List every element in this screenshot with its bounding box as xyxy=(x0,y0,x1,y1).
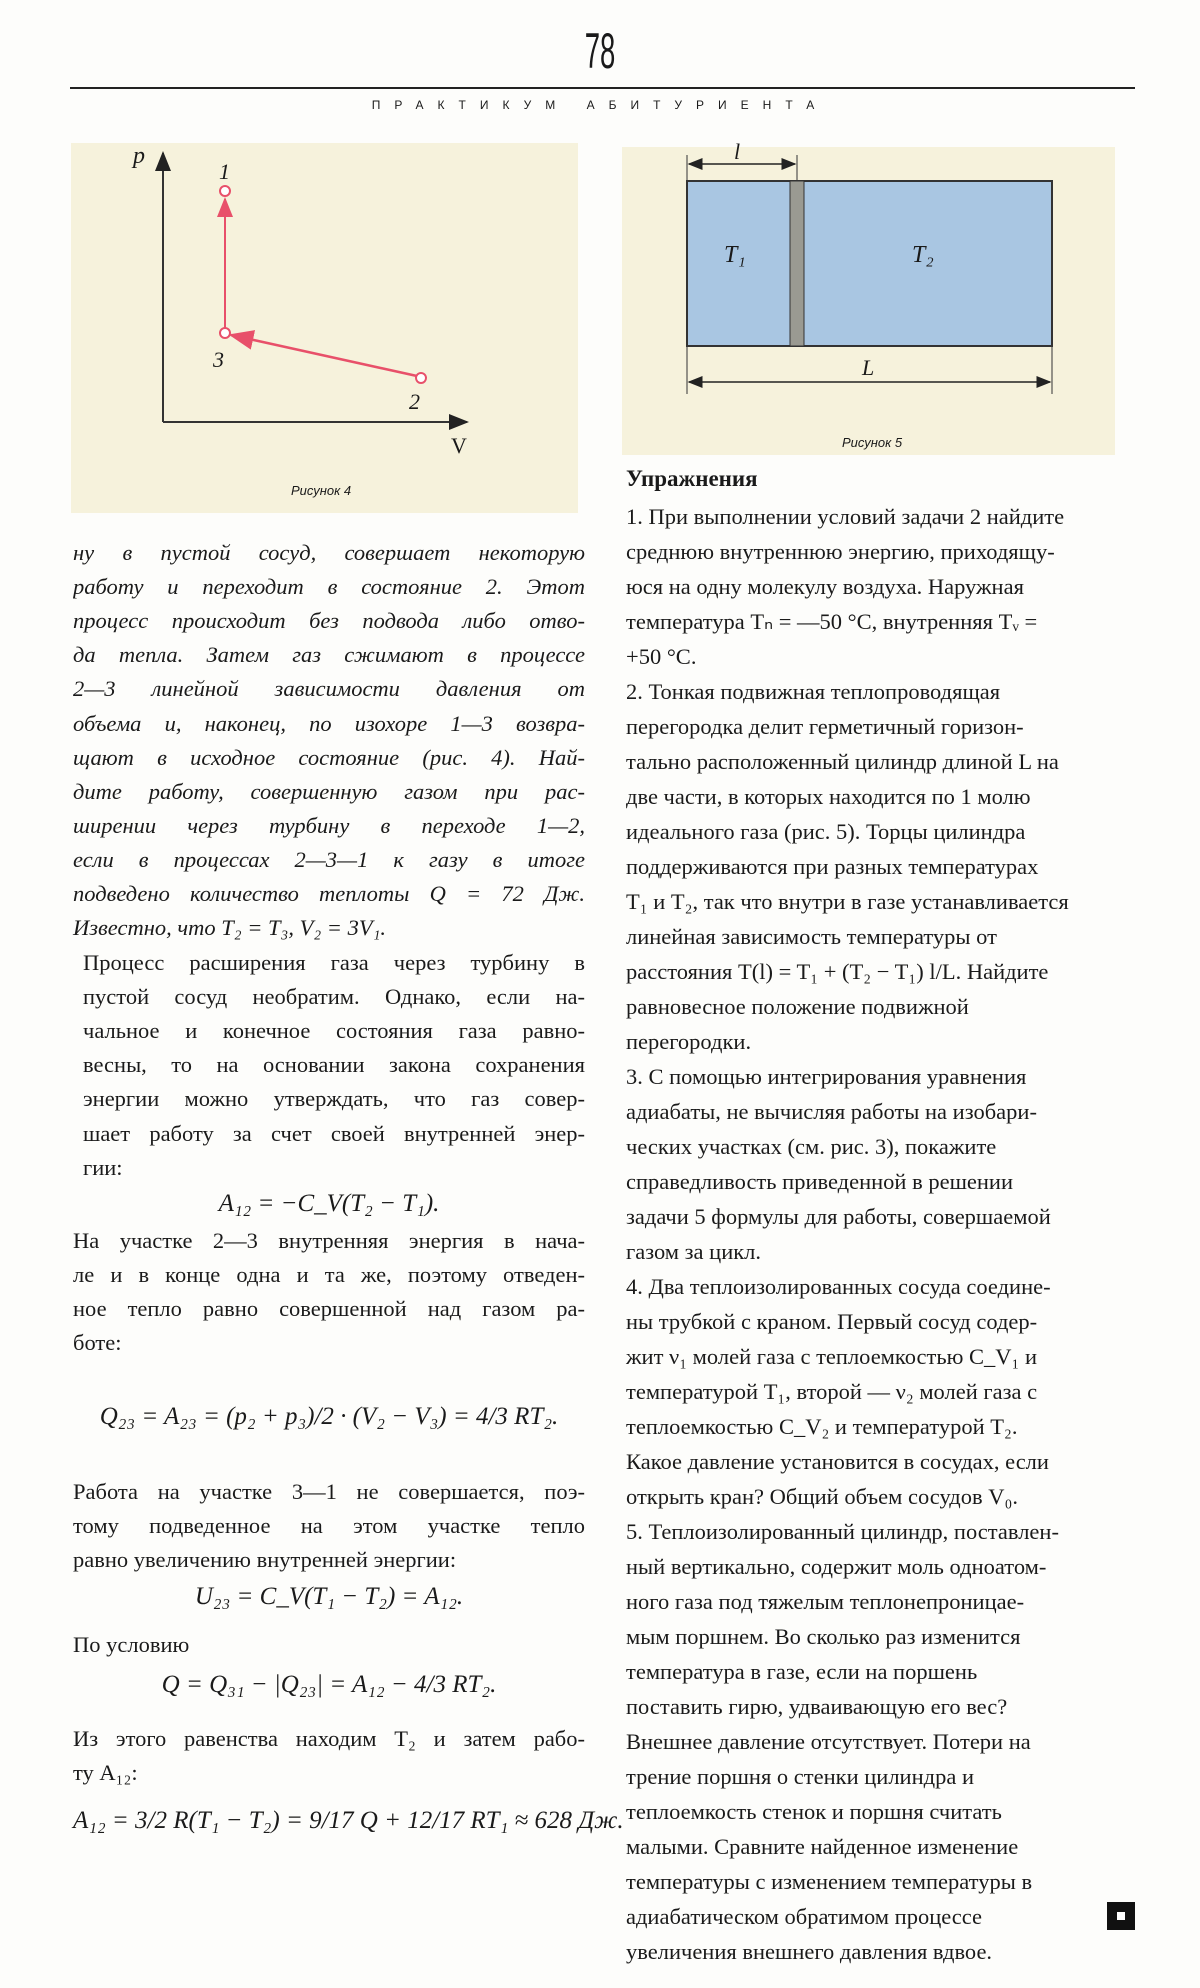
exercise-text-line: расстояния T(l) = T₁ + (T₂ − T₁) l/L. Найдите xyxy=(626,958,1049,984)
exercise-text-line: ны трубкой с краном. Первый сосуд содер- xyxy=(626,1308,1038,1334)
exercise-text-line: поставить гирю, удваивающую его вес? xyxy=(626,1693,1008,1719)
point-1 xyxy=(220,186,230,196)
exercise-text-line: идеального газа (рис. 5). Торцы цилиндра xyxy=(626,818,1026,844)
running-title: ПРАКТИКУМ АБИТУРИЕНТА xyxy=(371,98,829,112)
text-line: ширении через турбину в переходе 1—2, xyxy=(73,812,585,838)
exercise-text-line: T₁ и T₂, так что внутри в газе устанавливается xyxy=(626,888,1069,914)
exercise-text-line: перегородки. xyxy=(626,1028,752,1054)
header-rule xyxy=(70,87,1135,89)
equation-u23: U₂₃ = C_V(T₁ − T₂) = A₁₂. xyxy=(194,1583,464,1610)
text-line: ту A₁₂: xyxy=(73,1760,138,1786)
L-label: L xyxy=(862,355,875,380)
exercise-text-line: линейная зависимость температуры от xyxy=(626,923,997,949)
text-line: По условию xyxy=(73,1632,190,1657)
exercise-text-line: +50 °C. xyxy=(626,643,697,669)
text-line: работу и переходит в состояние 2. Этот xyxy=(73,574,585,600)
exercise-text-line: перегородка делит герметичный горизон- xyxy=(626,713,1024,739)
T1-label: T₁ xyxy=(724,242,746,268)
text-line: равно увеличению внутренней энергии: xyxy=(73,1547,457,1573)
cylinder-diagram xyxy=(622,147,1115,455)
exercise-text-line: температурой T₁, второй — ν₂ молей газа с xyxy=(626,1378,1038,1404)
text-line: Процесс расширения газа через турбину в xyxy=(83,950,585,975)
partition xyxy=(790,181,804,346)
text-line: дите работу, совершенную газом при рас- xyxy=(73,778,585,804)
equation-a12-result: A₁₂ = 3/2 R(T₁ − T₂) = 9/17 Q + 12/17 RT₁ ≈ 628 Дж. xyxy=(73,1807,624,1834)
figure-5 xyxy=(622,139,1115,455)
figure-5-caption: Рисунок 5 xyxy=(842,435,903,450)
exercise-text-line: справедливость приведенной в решении xyxy=(626,1168,1014,1194)
exercise-text-line: адиабаты, не вычисляя работы на изобари- xyxy=(626,1098,1037,1124)
exercise-text-line: поддерживаются при разных температурах xyxy=(626,853,1039,879)
exercise-text-line: мым поршнем. Во сколько раз изменится xyxy=(626,1623,1021,1649)
exercise-text-line: трение поршня о стенки цилиндра и xyxy=(626,1763,974,1789)
text-line: энергии можно утверждать, что газ совер- xyxy=(83,1086,585,1112)
exercise-text-line: температуры с изменением температуры в xyxy=(626,1868,1033,1894)
exercise-text-line: жит ν₁ молей газа с теплоемкостью C_V₁ и xyxy=(626,1343,1038,1369)
text-line: ну в пустой сосуд, совершает некоторую xyxy=(73,540,585,565)
equation-q23: Q₂₃ = A₂₃ = (p₂ + p₃)/2 · (V₂ − V₃) = 4/3 RT₂. xyxy=(99,1403,559,1430)
exercise-text-line: температура Tₙ = —50 °C, внутренняя Tᵥ = xyxy=(626,608,1038,634)
text-line: Из этого равенства находим T₂ и затем рабо- xyxy=(73,1726,585,1751)
exercise-text-line: 4. Два теплоизолированных сосуда соедине- xyxy=(626,1273,1051,1299)
figure-4-caption: Рисунок 4 xyxy=(291,483,352,498)
text-line: если в процессах 2—3—1 к газу в итоге xyxy=(73,846,585,872)
exercise-text-line: открыть кран? Общий объем сосудов V₀. xyxy=(626,1483,1018,1509)
exercise-text-line: 5. Теплоизолированный цилиндр, поставлен- xyxy=(626,1518,1059,1544)
text-line: процесс происходит без подвода либо отво- xyxy=(73,608,585,634)
exercises-heading: Упражнения xyxy=(626,466,758,491)
exercise-text-line: среднюю внутреннюю энергию, приходящу- xyxy=(626,538,1055,564)
exercise-text-line: 2. Тонкая подвижная теплопроводящая xyxy=(626,678,1001,704)
exercise-text-line: тально расположенный цилиндр длиной L на xyxy=(626,748,1059,774)
text-line: гии: xyxy=(83,1154,123,1180)
exercise-text-line: газом за цикл. xyxy=(626,1238,762,1264)
point-2-label: 2 xyxy=(409,389,420,414)
exercise-text-line: теплоемкостью C_V₂ и температурой T₂. xyxy=(626,1413,1018,1439)
text-line: ное тепло равно совершенной над газом ра- xyxy=(73,1296,585,1322)
text-line: пустой сосуд необратим. Однако, если на- xyxy=(83,984,585,1010)
p-axis-label: p xyxy=(133,143,145,169)
exercise-text-line: задачи 5 формулы для работы, совершаемой xyxy=(626,1203,1051,1229)
exercise-text-line: Внешнее давление отсутствует. Потери на xyxy=(626,1728,1031,1754)
point-3 xyxy=(220,328,230,338)
exercise-text-line: ный вертикально, содержит моль одноатом- xyxy=(626,1553,1047,1579)
text-line: 2—3 линейной зависимости давления от xyxy=(73,676,585,702)
exercise-text-line: температура в газе, если на поршень xyxy=(626,1658,978,1684)
pv-diagram xyxy=(71,143,578,513)
exercise-text-line: адиабатическом обратимом процессе xyxy=(626,1903,983,1929)
equation-q: Q = Q₃₁ − |Q₂₃| = A₁₂ − 4/3 RT₂. xyxy=(161,1671,497,1698)
v-axis-label: V xyxy=(451,433,467,458)
exercise-text-line: Какое давление установится в сосудах, если xyxy=(626,1448,1049,1474)
text-line: ле и в конце одна и та же, поэтому отведен- xyxy=(73,1262,585,1288)
equation-a12: A₁₂ = −C_V(T₂ − T₁). xyxy=(218,1190,440,1217)
process-2-3 xyxy=(231,335,417,376)
text-line: объема и, наконец, по изохоре 1—3 возвра- xyxy=(73,710,585,736)
exercise-text-line: теплоемкость стенок и поршня считать xyxy=(626,1798,1002,1824)
exercise-text-line: 3. С помощью интегрирования уравнения xyxy=(626,1063,1027,1089)
page-number: 78 xyxy=(584,23,616,79)
exercise-text-line: ческих участках (см. рис. 3), покажите xyxy=(626,1133,997,1159)
text-line: щают в исходное состояние (рис. 4). Най- xyxy=(73,744,585,770)
text-line: шает работу за счет своей внутренней энер- xyxy=(83,1120,585,1146)
text-line: да тепла. Затем газ сжимают в процессе xyxy=(73,642,585,668)
exercise-text-line: малыми. Сравните найденное изменение xyxy=(626,1833,1019,1859)
exercise-text-line: 1. При выполнении условий задачи 2 найдите xyxy=(626,504,1065,529)
exercise-text-line: юся на одну молекулу воздуха. Наружная xyxy=(626,573,1024,599)
point-2 xyxy=(416,373,426,383)
l-label: l xyxy=(734,139,741,164)
text-line: На участке 2—3 внутренняя энергия в нача- xyxy=(73,1228,585,1253)
text-line: чальное и конечное состояния газа равно- xyxy=(83,1018,585,1044)
text-line: подведено количество теплоты Q = 72 Дж. xyxy=(73,881,585,906)
exercise-text-line: увеличения внешнего давления вдвое. xyxy=(626,1938,993,1964)
point-3-label: 3 xyxy=(213,347,224,372)
figure-4 xyxy=(71,143,578,513)
text-line: боте: xyxy=(73,1330,122,1356)
exercise-text-line: ного газа под тяжелым теплонепроницае- xyxy=(626,1588,1025,1614)
exercise-text-line: две части, в которых находится по 1 молю xyxy=(626,783,1031,809)
T2-label: T₂ xyxy=(912,242,934,268)
text-line: тому подведенное на этом участке тепло xyxy=(73,1513,585,1539)
text-line: весны, то на основании закона сохранения xyxy=(83,1052,585,1078)
text-line: Работа на участке 3—1 не совершается, поэ- xyxy=(73,1479,585,1504)
point-1-label: 1 xyxy=(219,159,230,184)
exercise-text-line: равновесное положение подвижной xyxy=(626,993,969,1019)
text-line: Известно, что T₂ = T₃, V₂ = 3V₁. xyxy=(73,915,387,941)
